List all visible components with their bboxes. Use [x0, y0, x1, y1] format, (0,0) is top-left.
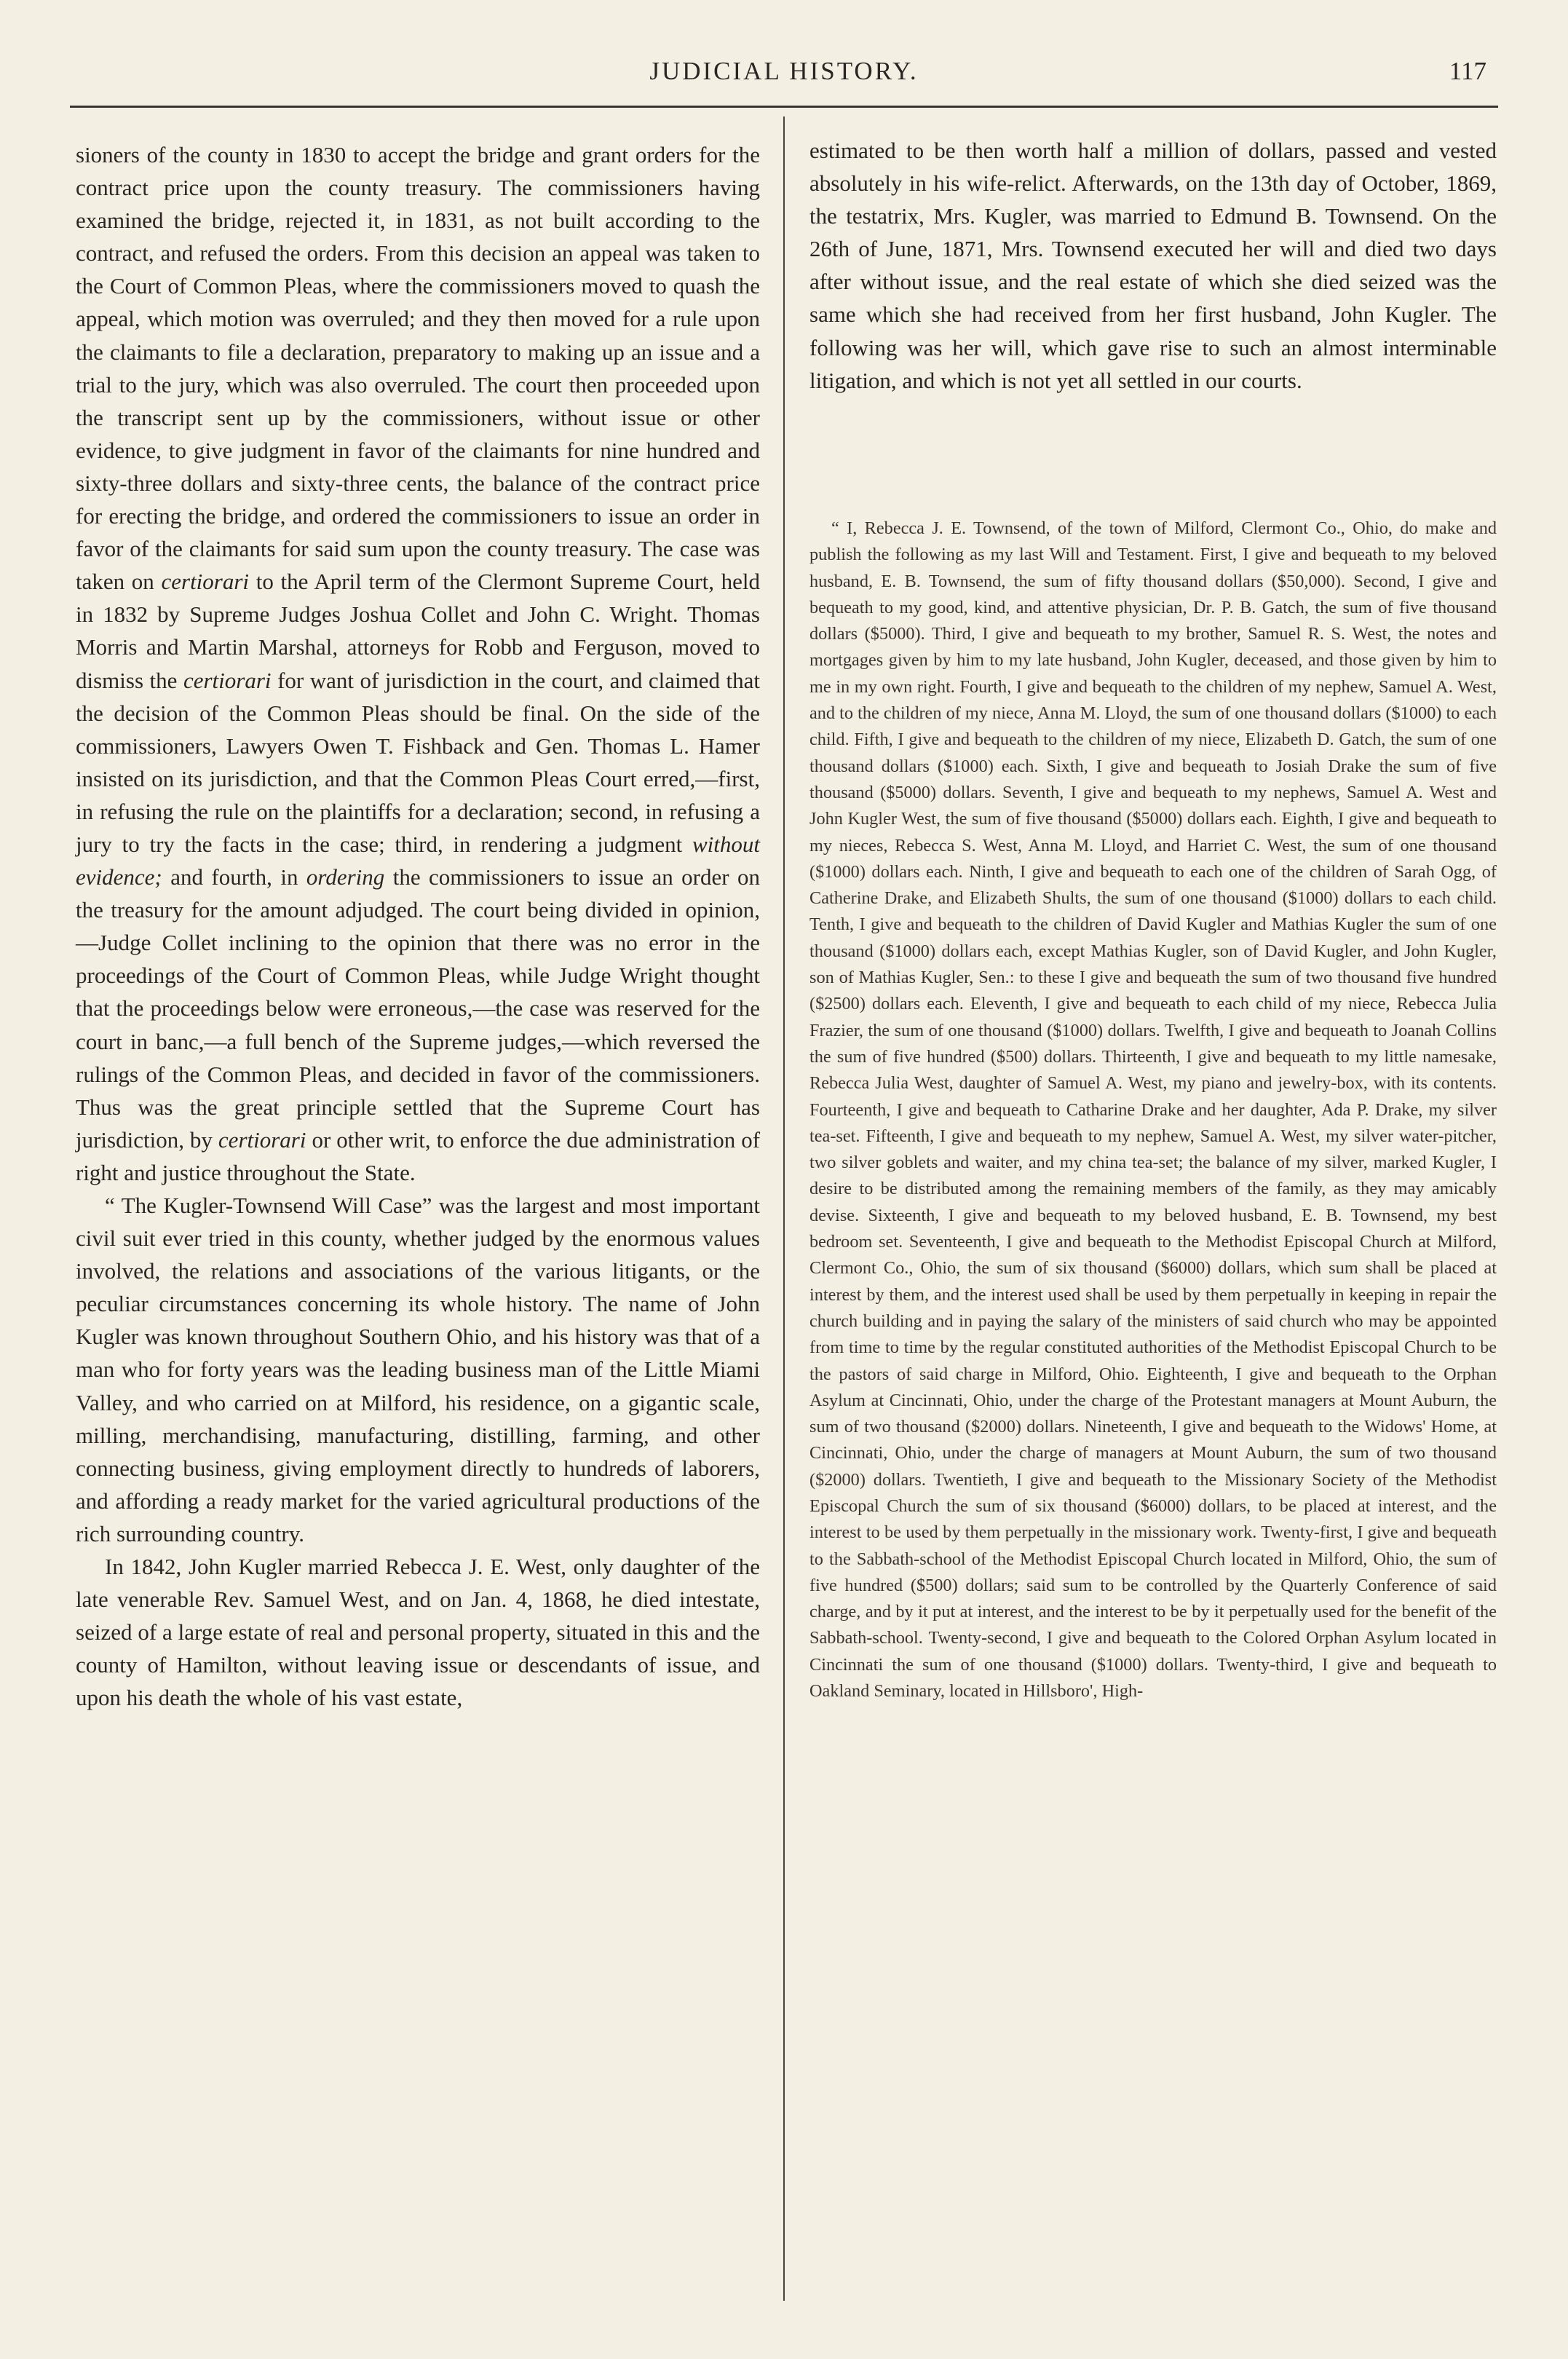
left-paragraph-2: “ The Kugler-Townsend Will Case” was the largest and most important civil suit ever tried in this county, whether judged by the enormous values involved, the relations and associations of the various litigants, or the peculiar circumstances concerning its whole history. The name of John Kugler was known throughout Southern Ohio, and his history was that of a man who for forty years was the leading business man of the Little Miami Valley, and who carried on at Milford, his residence, on a gigantic scale, milling, merchandising, manufacturing, distilling, farming, and other connecting business, giving employment directly to hundreds of laborers, and affording a ready market for the varied agricultural productions of the rich surrounding country.	[76, 1193, 760, 1546]
text-run: or other writ, to enforce the due administration of right and justice throughout the State.	[76, 1126, 761, 1185]
column-divider	[783, 116, 785, 2301]
text-run: sioners of the county in 1830 to accept the bridge and grant orders for the contract price upon the county treasury. The commissioners having examined the bridge, rejected it, in 1831, as not built according to the contract, and refused the orders. From this decision an appeal was taken to the Court of Common Pleas, where the commissioners moved to quash the appeal, which motion was overruled; and they then moved for a rule upon the claimants to file a declaration, preparatory to making up an issue and a trial to the jury, which was also overruled. The court then proceeded upon the transcript sent up by the commissioners, without issue or other evidence, to give judgment in favor of the claimants for nine hundred and sixty-three dollars and sixty-three cents, the balance of the contract price for erecting the bridge, and ordered the commissioners to issue an order in favor of the claimants for said sum upon the county treasury. The case was taken on	[76, 142, 760, 595]
running-head	[70, 57, 1498, 92]
text-run: for want of jurisdiction in the court, and claimed that the decision of the Common Pleas should be final. On the side of the commissioners, Lawyers Owen T. Fishback and Gen. Thomas L. Hamer insisted on its jurisdiction, and that the Common Pleas Court erred,—first, in refusing the rule on the plaintiffs for a declaration; second, in refusing a jury to try the facts in the case; third, in rendering a judgment	[76, 667, 761, 857]
italic-term: ordering	[306, 864, 385, 890]
italic-term: without evidence;	[76, 831, 760, 890]
right-paragraph-1: estimated to be then worth half a million of dollars, passed and vested absolutely in his wife-relict. Afterwards, on the 13th day of October, 1869, the testatrix, Mrs. Kugler, was married to Edmund B. Townsend. On the 26th of June, 1871, Mrs. Townsend executed her will and died two days after without issue, and the real estate of which she died seized was the same which she had received from her first husband, John Kugler. The following was her will, which gave rise to such an almost interminable litigation, and which is not yet all settled in our courts.	[809, 138, 1497, 393]
italic-term: certiorari	[218, 1126, 306, 1153]
header-rule	[70, 106, 1498, 108]
page-number: 117	[1449, 57, 1486, 85]
italic-term: certiorari	[183, 667, 272, 693]
will-text: “ I, Rebecca J. E. Townsend, of the town of Milford, Clermont Co., Ohio, do make and publish the following as my last Will and Testament. First, I give and bequeath to my beloved husband, E. B. Townsend, the sum of fifty thousand dollars ($50,000). Second, I give and bequeath to my good, kind, and attentive physician, Dr. P. B. Gatch, the sum of five thousand dollars ($5000). Third, I give and bequeath to my brother, Samuel R. S. West, the notes and mortgages given by him to my late husband, John Kugler, deceased, and those given by him to me in my own right. Fourth, I give and bequeath to the children of my nephew, Samuel A. West, and to the children of my niece, Anna M. Lloyd, the sum of one thousand dollars ($1000) to each child. Fifth, I give and bequeath to the children of my niece, Elizabeth D. Gatch, the sum of one thousand dollars ($1000) each. Sixth, I give and bequeath to Josiah Drake the sum of five thousand ($5000) dollars. Seventh, I give and bequeath to my nephews, Samuel A. West and John Kugler West, the sum of five thousand ($5000) dollars each. Eighth, I give and bequeath to my nieces, Rebecca S. West, Anna M. Lloyd, and Harriet C. West, the sum of one thousand ($1000) dollars each. Ninth, I give and bequeath to each one of the children of Sarah Ogg, of Catherine Drake, and Elizabeth Shults, the sum of one thousand ($1000) dollars to each child. Tenth, I give and bequeath to the children of David Kugler and Mathias Kugler the sum of one thousand ($1000) dollars each, except Mathias Kugler, son of David Kugler, and John Kugler, son of Mathias Kugler, Sen.: to these I give and bequeath the sum of two thousand five hundred ($2500) dollars each. Eleventh, I give and bequeath to each child of my niece, Rebecca Julia Frazier, the sum of one thousand ($1000) dollars. Twelfth, I give and bequeath to Joanah Collins the sum of five hundred ($500) dollars. Thirteenth, I give and bequeath to my little namesake, Rebecca Julia West, daughter of Samuel A. West, my piano and jewelry-box, with its contents. Fourteenth, I give and bequeath to Catharine Drake and her daughter, Ada P. Drake, my silver tea-set. Fifteenth, I give and bequeath to my nephew, Samuel A. West, my silver water-pitcher, two silver goblets and waiter, and my china tea-set; the balance of my silver, marked Kugler, I desire to be distributed among the remaining members of the family, as they may amicably devise. Sixteenth, I give and bequeath to my beloved husband, E. B. Townsend, my best bedroom set. Seventeenth, I give and bequeath to the Methodist Episcopal Church at Milford, Clermont Co., Ohio, the sum of six thousand ($6000) dollars, which sum shall be placed at interest by them, and the interest used shall be used by them perpetually in keeping in repair the church building and in paying the salary of the ministers of said church who may be appointed from time to time by the regular constituted authorities of the Methodist Episcopal Church to be the pastors of said charge in Milford, Ohio. Eighteenth, I give and bequeath to the Orphan Asylum at Cincinnati, Ohio, under the charge of the Protestant managers at Mount Auburn, the sum of two thousand ($2000) dollars. Nineteenth, I give and bequeath to the Widows' Home, at Cincinnati, Ohio, under the charge of managers at Mount Auburn, the sum of two thousand ($2000) dollars. Twentieth, I give and bequeath to the Missionary Society of the Methodist Episcopal Church the sum of six thousand ($6000) dollars, to be placed at interest, and the interest to be used by them perpetually in the missionary work. Twenty-first, I give and bequeath to the Sabbath-school of the Methodist Episcopal Church located in Milford, Ohio, the sum of five hundred ($500) dollars; said sum to be controlled by the Quarterly Conference of said charge, and by it put at interest, and the interest to be by it perpetually used for the benefit of the Sabbath-school. Twenty-second, I give and bequeath to the Colored Orphan Asylum located in Cincinnati the sum of one thousand ($1000) dollars. Twenty-third, I give and bequeath to Oakland Seminary, located in Hillsboro', High-	[809, 518, 1497, 1702]
italic-term: certiorari	[161, 569, 250, 595]
right-column-text	[809, 134, 1497, 397]
running-title: JUDICIAL HISTORY.	[649, 57, 919, 85]
text-run: to the April term of the Clermont Supreme Court, held in 1832 by Supreme Judges Joshua Collet and John C. Wright. Thomas Morris and Martin Marshal, attorneys for Robb and Ferguson, moved to dismiss the	[76, 569, 760, 693]
text-run: and fourth, in	[170, 864, 298, 890]
will-quotation	[809, 515, 1497, 1704]
text-run: the commissioners to issue an order on the treasury for the amount adjudged. The court being divided in opinion,—Judge Collet inclining to the opinion that there was no error in the proceedings of the Court of Common Pleas, while Judge Wright thought that the proceedings below were erroneous,—the case was reserved for the court in banc,—a full bench of the Supreme judges,—which reversed the rulings of the Common Pleas, and decided in favor of the commissioners. Thus was the great principle settled that the Supreme Court has jurisdiction, by	[76, 864, 761, 1153]
left-paragraph-1	[76, 138, 760, 1189]
left-column	[76, 138, 760, 1715]
left-paragraph-3: In 1842, John Kugler married Rebecca J. E. West, only daughter of the late venerable Rev. Samuel West, and on Jan. 4, 1868, he died intestate, seized of a large estate of real and personal property, situated in this and the county of Hamilton, without leaving issue or descendants of issue, and upon his death the whole of his vast estate,	[76, 1554, 760, 1711]
